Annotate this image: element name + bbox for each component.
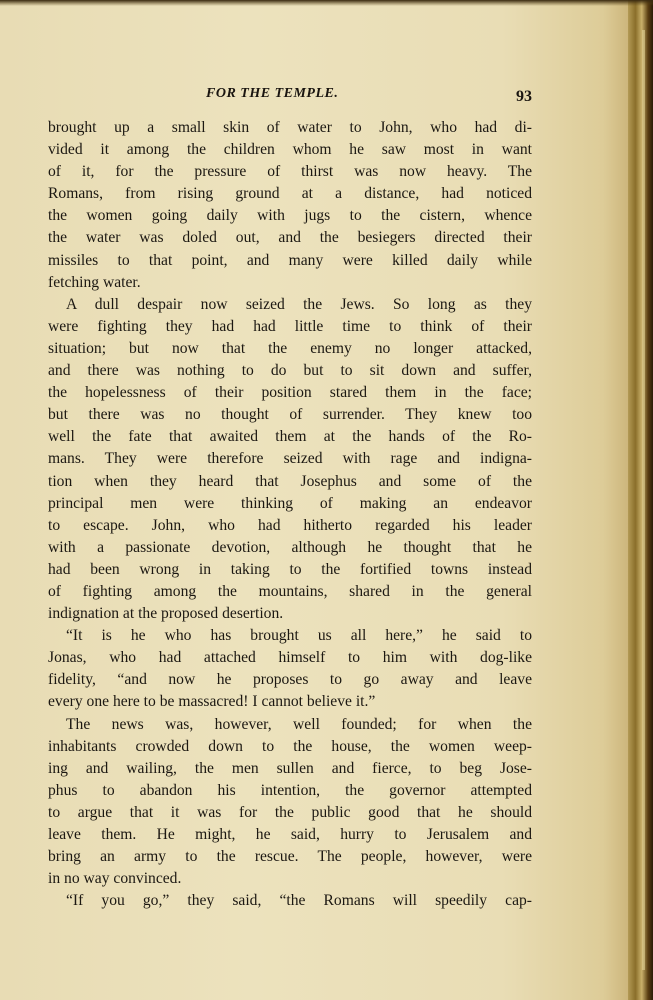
running-head: FOR THE TEMPLE. bbox=[206, 86, 339, 101]
text-line: “If you go,” they said, “the Romans will speedily cap- bbox=[66, 892, 532, 910]
text-line: leave them. He might, he said, hurry to Jerusalem and bbox=[48, 826, 532, 843]
text-line: Romans, from rising ground at a distance, had noticed bbox=[48, 185, 532, 203]
spine-gilt-stripe bbox=[642, 30, 645, 970]
text-line: fidelity, “and now he proposes to go away and leave bbox=[48, 671, 532, 689]
text-line: tion when they heard that Josephus and some of the bbox=[48, 472, 532, 490]
text-line: and there was nothing to do but to sit down and suffer, bbox=[48, 362, 532, 380]
text-line: A dull despair now seized the Jews. So long as they bbox=[66, 295, 532, 313]
text-line: The news was, however, well founded; for when the bbox=[66, 715, 532, 733]
text-line: in no way convinced. bbox=[48, 870, 182, 888]
text-line: mans. They were therefore seized with rage and indigna- bbox=[48, 450, 532, 468]
text-line: with a passionate devotion, although he thought that he bbox=[48, 538, 532, 556]
text-line: the hopelessness of their position stared them in the face; bbox=[48, 384, 532, 402]
text-line: but there was no thought of surrender. They knew too bbox=[48, 406, 532, 424]
text-line: the women going daily with jugs to the cistern, whence bbox=[48, 207, 532, 225]
text-line: phus to abandon his intention, the governor attempted bbox=[48, 781, 532, 799]
page-number: 93 bbox=[516, 88, 532, 105]
text-line: missiles to that point, and many were killed daily while bbox=[48, 251, 532, 269]
text-line: to escape. John, who had hitherto regarded his leader bbox=[48, 516, 532, 534]
text-line: ing and wailing, the men sullen and fierce, to beg Jose- bbox=[48, 759, 532, 777]
text-line: inhabitants crowded down to the house, the women weep- bbox=[48, 737, 532, 755]
page-top-shadow bbox=[0, 0, 653, 6]
text-line: of fighting among the mountains, shared in the general bbox=[48, 582, 532, 600]
text-line: vided it among the children whom he saw most in want bbox=[48, 141, 532, 159]
text-line: every one here to be massacred! I cannot believe it.” bbox=[48, 693, 376, 711]
text-line: fetching water. bbox=[48, 273, 141, 291]
text-line: had been wrong in taking to the fortified towns instead bbox=[48, 560, 532, 578]
text-line: Jonas, who had attached himself to him with dog-like bbox=[48, 649, 532, 667]
body-text bbox=[48, 117, 532, 912]
text-line: to argue that it was for the public good that he should bbox=[48, 803, 532, 821]
text-line: well the fate that awaited them at the hands of the Ro- bbox=[48, 428, 532, 446]
text-line: the water was doled out, and the besiegers directed their bbox=[48, 229, 532, 247]
page-header bbox=[48, 86, 532, 106]
text-line: principal men were thinking of making an endeavor bbox=[48, 494, 532, 512]
text-line: “It is he who has brought us all here,” he said to bbox=[66, 627, 532, 645]
text-line: brought up a small skin of water to John, who had di- bbox=[48, 119, 532, 136]
text-line: of it, for the pressure of thirst was now heavy. The bbox=[48, 163, 532, 181]
text-line: indignation at the proposed desertion. bbox=[48, 605, 284, 623]
book-spine-edge bbox=[628, 0, 653, 1000]
text-line: were fighting they had had little time to think of their bbox=[48, 317, 532, 335]
text-line: situation; but now that the enemy no longer attacked, bbox=[48, 339, 532, 357]
text-line: bring an army to the rescue. The people, however, were bbox=[48, 848, 532, 866]
